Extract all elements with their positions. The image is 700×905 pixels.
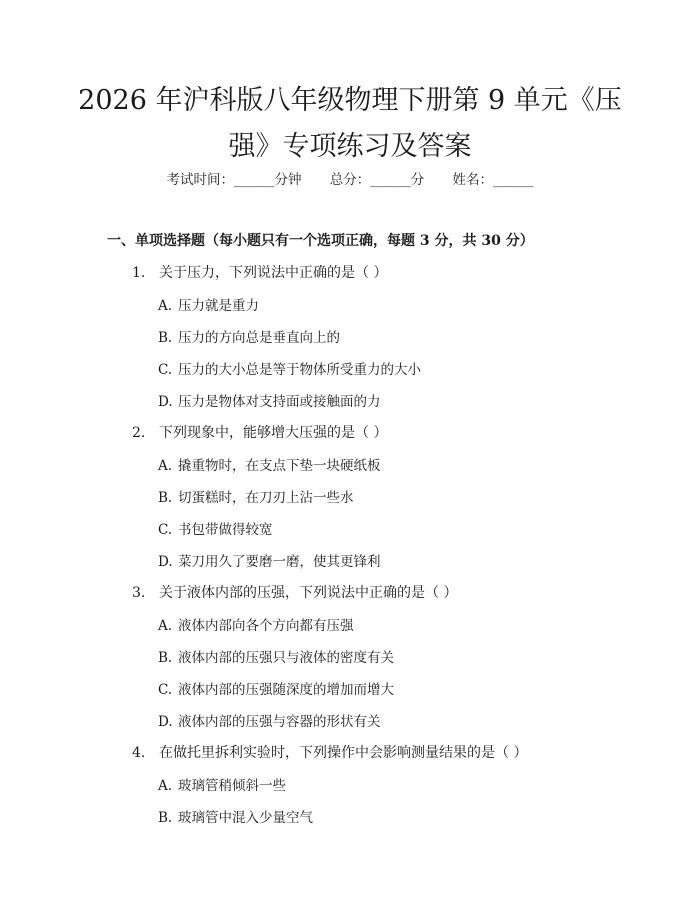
option-letter: B. — [158, 810, 173, 826]
option-item — [158, 518, 273, 538]
question-number: 3. — [132, 585, 146, 601]
exam-meta — [0, 168, 700, 188]
option-text: 玻璃管稍倾斜一些 — [178, 778, 286, 794]
option-letter: D. — [158, 714, 173, 730]
option-letter: D. — [158, 394, 173, 410]
option-text: 玻璃管中混入少量空气 — [178, 810, 313, 826]
option-item — [158, 646, 394, 666]
option-letter: C. — [158, 362, 173, 378]
question-text: 关于液体内部的压强，下列说法中正确的是（ ） — [159, 585, 458, 601]
option-text: 压力就是重力 — [178, 298, 259, 314]
option-item — [158, 294, 259, 314]
option-letter: A. — [158, 618, 173, 634]
question-text: 下列现象中，能够增大压强的是（ ） — [159, 425, 388, 441]
exam-time-field: 考试时间：______分钟 — [166, 172, 302, 188]
section-heading: 一、单项选择题（每小题只有一个选项正确，每题 3 分，共 30 分） — [107, 233, 534, 249]
option-text: 切蛋糕时，在刀刃上沾一些水 — [178, 490, 354, 506]
option-text: 液体内部的压强与容器的形状有关 — [178, 714, 381, 730]
option-text: 菜刀用久了要磨一磨，使其更锋利 — [178, 554, 381, 570]
option-item — [158, 390, 381, 410]
student-name-field: 姓名：______ — [452, 172, 534, 188]
option-item — [158, 358, 421, 378]
question-number: 1. — [132, 265, 146, 281]
option-item — [158, 774, 286, 794]
option-letter: A. — [158, 298, 173, 314]
option-text: 撬重物时，在支点下垫一块硬纸板 — [178, 458, 381, 474]
option-text: 书包带做得较宽 — [178, 522, 273, 538]
option-text: 液体内部向各个方向都有压强 — [178, 618, 354, 634]
question-text: 在做托里拆利实验时，下列操作中会影响测量结果的是（ ） — [159, 745, 528, 761]
option-letter: B. — [158, 490, 173, 506]
option-text: 液体内部的压强随深度的增加而增大 — [178, 682, 394, 698]
question-stem — [132, 582, 457, 602]
title-line-2: 强》专项练习及答案 — [228, 131, 472, 162]
option-item — [158, 550, 381, 570]
question-stem — [132, 422, 387, 442]
option-letter: D. — [158, 554, 173, 570]
option-letter: C. — [158, 682, 173, 698]
option-text: 压力是物体对支持面或接触面的力 — [178, 394, 381, 410]
option-item — [158, 678, 394, 698]
question-stem — [132, 742, 527, 762]
option-item — [158, 326, 340, 346]
option-text: 液体内部的压强只与液体的密度有关 — [178, 650, 394, 666]
option-item — [158, 710, 381, 730]
option-letter: A. — [158, 458, 173, 474]
question-text: 关于压力，下列说法中正确的是（ ） — [159, 265, 388, 281]
option-text: 压力的大小总是等于物体所受重力的大小 — [178, 362, 421, 378]
option-item — [158, 806, 313, 826]
total-score-field: 总分：______分 — [329, 172, 425, 188]
option-letter: B. — [158, 650, 173, 666]
question-number: 4. — [132, 745, 146, 761]
document-title — [60, 78, 640, 170]
option-item — [158, 486, 354, 506]
option-letter: B. — [158, 330, 173, 346]
option-letter: C. — [158, 522, 173, 538]
option-letter: A. — [158, 778, 173, 794]
question-stem — [132, 262, 387, 282]
option-item — [158, 454, 381, 474]
option-text: 压力的方向总是垂直向上的 — [178, 330, 340, 346]
title-line-1: 2026 年沪科版八年级物理下册第 9 单元《压 — [78, 85, 622, 116]
question-number: 2. — [132, 425, 146, 441]
option-item — [158, 614, 354, 634]
